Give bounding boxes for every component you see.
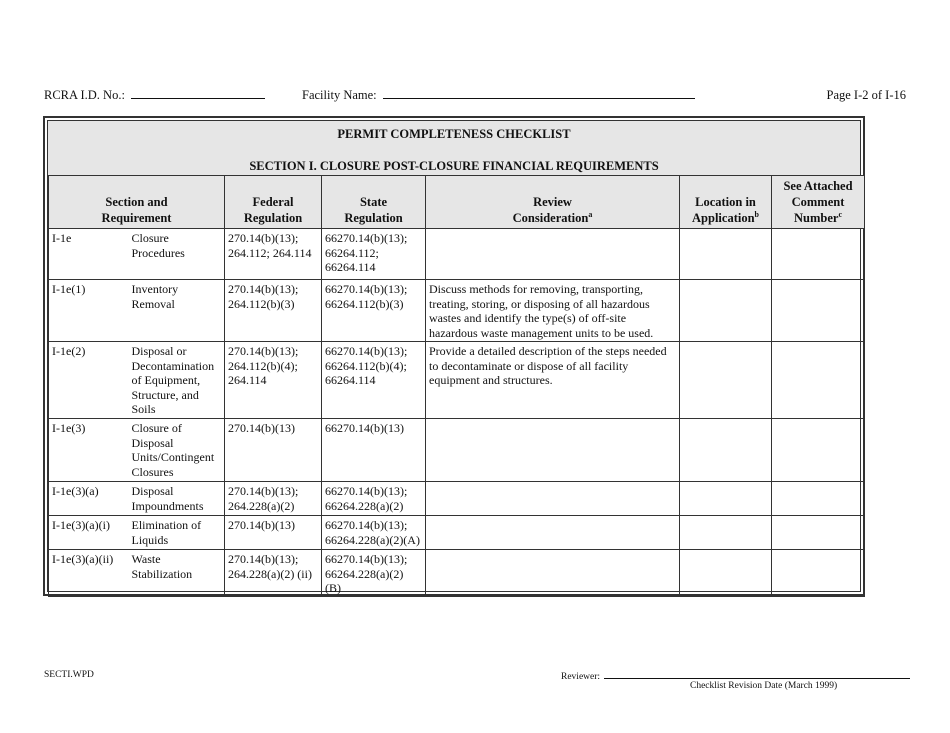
- cell-review: Provide a detailed description of the steps needed to decontaminate or dispose of all facility equipment and structures.: [426, 342, 680, 419]
- cell-state: 66270.14(b)(13); 66264.112; 66264.114: [322, 229, 426, 280]
- cell-state: 66270.14(b)(13); 66264.228(a)(2)(A): [322, 516, 426, 550]
- col-review-consideration: Review Consideration$^a$: [426, 176, 680, 229]
- facility-name-blank[interactable]: [383, 88, 695, 99]
- cell-review: [426, 550, 680, 597]
- cell-federal: 270.14(b)(13); 264.112(b)(4); 264.114: [225, 342, 322, 419]
- table-header-row: [49, 176, 865, 229]
- cell-federal: 270.14(b)(13): [225, 419, 322, 482]
- table-row: [49, 229, 865, 280]
- cell-review: Discuss methods for removing, transporting, treating, storing, or disposing of all hazardous wastes and identify the type(s) of off-site hazardous waste management units to be used.: [426, 280, 680, 342]
- reviewer-blank[interactable]: [604, 670, 910, 679]
- table-row: [49, 516, 865, 550]
- cell-location[interactable]: [680, 516, 772, 550]
- cell-comment[interactable]: [772, 280, 865, 342]
- checklist-inner: [47, 120, 861, 595]
- cell-section: I-1e(3)(a): [49, 482, 129, 516]
- col-state-regulation: State Regulation: [322, 176, 426, 229]
- cell-section: I-1e(2): [49, 342, 129, 419]
- reviewer-label: Reviewer:: [561, 672, 601, 682]
- cell-section: I-1e(1): [49, 280, 129, 342]
- cell-requirement: Elimination of Liquids: [129, 516, 225, 550]
- table-row: [49, 482, 865, 516]
- cell-comment[interactable]: [772, 550, 865, 597]
- cell-requirement: Waste Stabilization: [129, 550, 225, 597]
- cell-requirement: Inventory Removal: [129, 280, 225, 342]
- col-comment-number: See Attached Comment Number$^c$: [772, 176, 865, 229]
- revision-date: Checklist Revision Date (March 1999): [690, 681, 838, 691]
- cell-state: 66270.14(b)(13); 66264.112(b)(4); 66264.114: [322, 342, 426, 419]
- table-row: [49, 342, 865, 419]
- cell-federal: 270.14(b)(13); 264.112; 264.114: [225, 229, 322, 280]
- cell-comment[interactable]: [772, 516, 865, 550]
- cell-comment[interactable]: [772, 342, 865, 419]
- cell-requirement: Disposal or Decontamination of Equipment, Structure, and Soils: [129, 342, 225, 419]
- cell-review: [426, 516, 680, 550]
- cell-location[interactable]: [680, 419, 772, 482]
- cell-state: 66270.14(b)(13); 66264.228(a)(2) (B): [322, 550, 426, 597]
- cell-section: I-1e(3)(a)(ii): [49, 550, 129, 597]
- section-title: SECTION I. CLOSURE POST-CLOSURE FINANCIAL REQUIREMENTS: [249, 159, 659, 173]
- cell-comment[interactable]: [772, 419, 865, 482]
- cell-review: [426, 482, 680, 516]
- cell-section: I-1e(3)(a)(i): [49, 516, 129, 550]
- cell-federal: 270.14(b)(13); 264.228(a)(2): [225, 482, 322, 516]
- cell-location[interactable]: [680, 550, 772, 597]
- cell-federal: 270.14(b)(13); 264.228(a)(2) (ii): [225, 550, 322, 597]
- cell-requirement: Closure of Disposal Units/Contingent Closures: [129, 419, 225, 482]
- cell-location[interactable]: [680, 229, 772, 280]
- cell-comment[interactable]: [772, 482, 865, 516]
- table-row: [49, 419, 865, 482]
- rcra-id-field: [44, 88, 265, 103]
- rcra-id-blank[interactable]: [131, 88, 265, 99]
- rcra-id-label: RCRA I.D. No.:: [44, 88, 125, 102]
- cell-requirement: Disposal Impoundments: [129, 482, 225, 516]
- col-section-requirement: Section and Requirement: [49, 176, 225, 229]
- table-row: [49, 550, 865, 597]
- cell-state: 66270.14(b)(13); 66264.228(a)(2): [322, 482, 426, 516]
- cell-federal: 270.14(b)(13): [225, 516, 322, 550]
- table-row: [49, 280, 865, 342]
- checklist-title-bar: [48, 121, 860, 176]
- col-location-in-application: Location in Application$^b$: [680, 176, 772, 229]
- cell-location[interactable]: [680, 482, 772, 516]
- cell-section: I-1e: [49, 229, 129, 280]
- cell-requirement: Closure Procedures: [129, 229, 225, 280]
- file-name: SECTI.WPD: [44, 670, 94, 680]
- cell-state: 66270.14(b)(13): [322, 419, 426, 482]
- checklist-table: [48, 175, 865, 597]
- cell-federal: 270.14(b)(13); 264.112(b)(3): [225, 280, 322, 342]
- cell-review: [426, 229, 680, 280]
- cell-comment[interactable]: [772, 229, 865, 280]
- col-federal-regulation: Federal Regulation: [225, 176, 322, 229]
- page-number: Page I-2 of I-16: [826, 88, 906, 102]
- facility-name-field: [302, 88, 695, 103]
- cell-location[interactable]: [680, 342, 772, 419]
- checklist-title: PERMIT COMPLETENESS CHECKLIST: [337, 127, 571, 141]
- cell-section: I-1e(3): [49, 419, 129, 482]
- cell-review: [426, 419, 680, 482]
- cell-location[interactable]: [680, 280, 772, 342]
- facility-name-label: Facility Name:: [302, 88, 377, 102]
- cell-state: 66270.14(b)(13); 66264.112(b)(3): [322, 280, 426, 342]
- checklist-frame: [43, 116, 865, 596]
